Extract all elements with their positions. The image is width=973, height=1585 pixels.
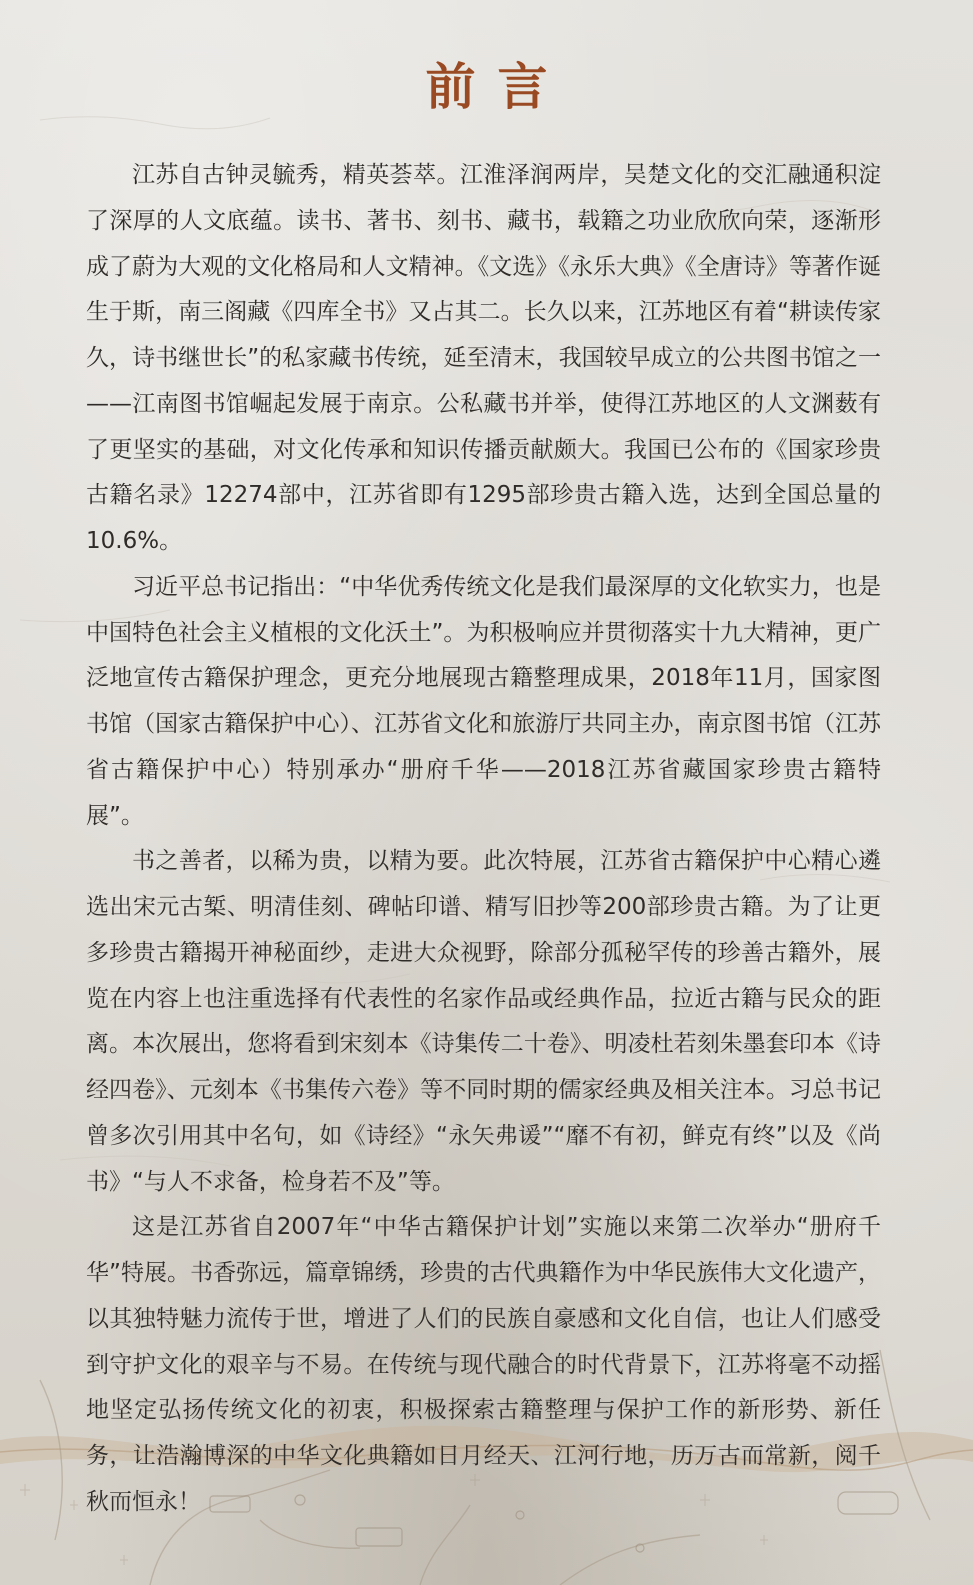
paragraph-3: 书之善者，以稀为贵，以精为要。此次特展，江苏省古籍保护中心精心遴选出宋元古椠、明清佳刻、碑帖印谱、精写旧抄等200部珍贵古籍。为了让更多珍贵古籍揭开神秘面纱，走进大众视野，除部分孤秘罕传的珍善古籍外，展览在内容上也注重选择有代表性的名家作品或经典作品，拉近古籍与民众的距离。本次展出，您将看到宋刻本《诗集传二十卷》、明凌杜若刻朱墨套印本《诗经四卷》、元刻本《书集传六卷》等不同时期的儒家经典及相关注本。习总书记曾多次引用其中名句，如《诗经》“永矢弗谖”“靡不有初，鲜克有终”以及《尚书》“与人不求备，检身若不及”等。 xyxy=(86,848,881,1195)
page-title: 前言 xyxy=(425,57,570,116)
paragraph-2: 习近平总书记指出：“中华优秀传统文化是我们最深厚的文化软实力，也是中国特色社会主义植根的文化沃土”。为积极响应并贯彻落实十九大精神，更广泛地宣传古籍保护理念，更充分地展现古籍整理成果，2018年11月，国家图书馆（国家古籍保护中心）、江苏省文化和旅游厅共同主办，南京图书馆（江苏省古籍保护中心）特别承办“册府千华——2018江苏省藏国家珍贵古籍特展”。 xyxy=(86,573,881,829)
paragraph-1: 江苏自古钟灵毓秀，精英荟萃。江淮泽润两岸，吴楚文化的交汇融通积淀了深厚的人文底蕴。读书、著书、刻书、藏书，载籍之功业欣欣向荣，逐渐形成了蔚为大观的文化格局和人文精神。《文选》《永乐大典》《全唐诗》等著作诞生于斯，南三阁藏《四库全书》又占其二。长久以来，江苏地区有着“耕读传家久，诗书继世长”的私家藏书传统，延至清末，我国较早成立的公共图书馆之一——江南图书馆崛起发展于南京。公私藏书并举，使得江苏地区的人文渊薮有了更坚实的基础，对文化传承和知识传播贡献颇大。我国已公布的《国家珍贵古籍名录》12274部中，江苏省即有1295部珍贵古籍入选，达到全国总量的10.6%。 xyxy=(86,162,881,554)
paragraph-4: 这是江苏省自2007年“中华古籍保护计划”实施以来第二次举办“册府千华”特展。书香弥远，篇章锦绣，珍贵的古代典籍作为中华民族伟大文化遗产，以其独特魅力流传于世，增进了人们的民族自豪感和文化自信，也让人们感受到守护文化的艰辛与不易。在传统与现代融合的时代背景下，江苏将毫不动摇地坚定弘扬传统文化的初衷，积极探索古籍整理与保护工作的新形势、新任务，让浩瀚博深的中华文化典籍如日月经天、江河行地，历万古而常新，阅千秋而恒永！ xyxy=(86,1214,881,1515)
preface-body xyxy=(86,153,881,1526)
